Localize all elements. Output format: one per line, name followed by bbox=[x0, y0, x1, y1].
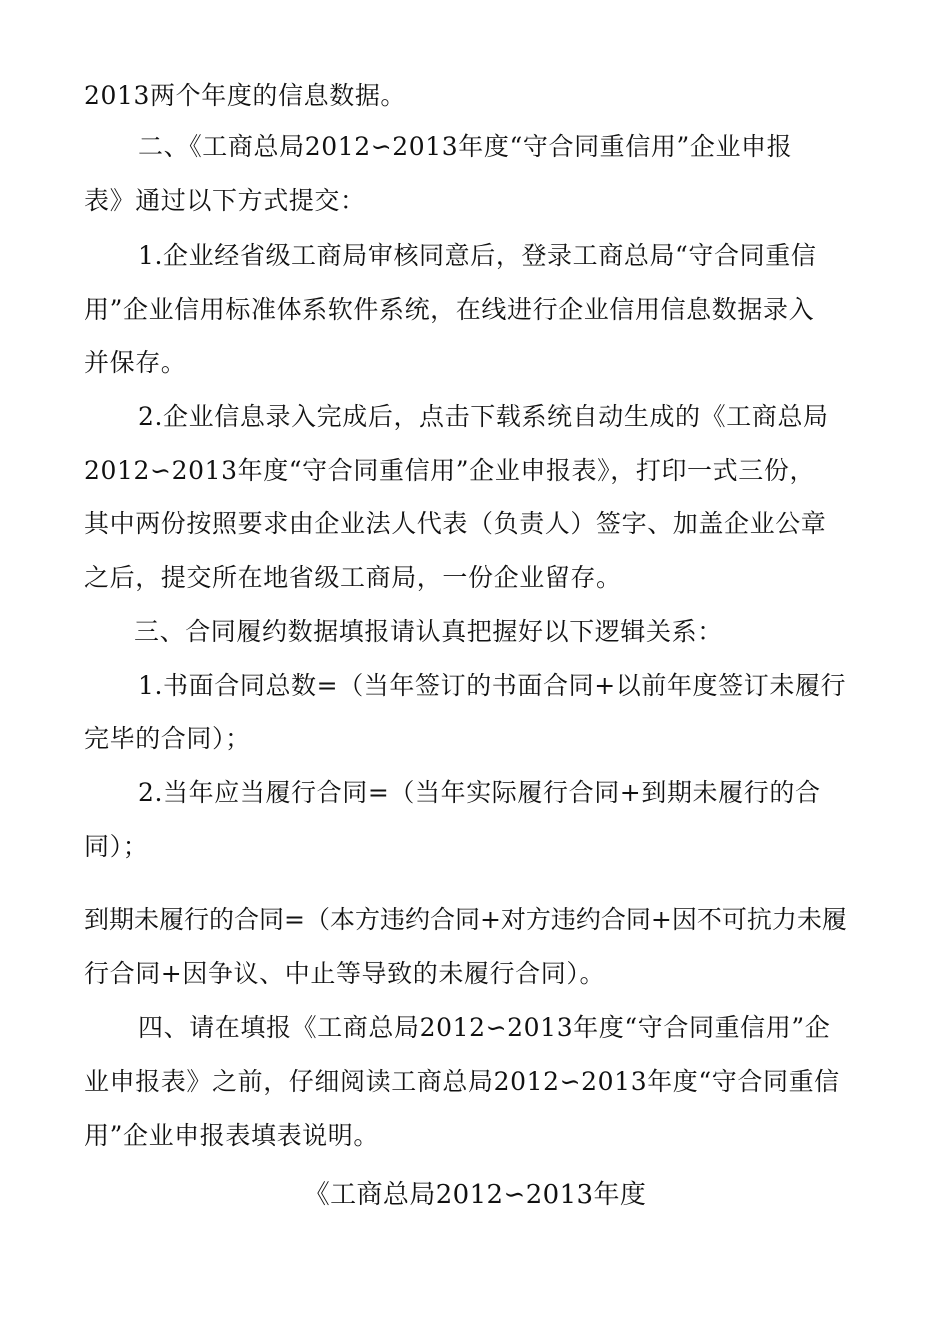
paragraph-line: 表》通过以下方式提交： bbox=[84, 186, 366, 215]
paragraph-line: 用”企业申报表填表说明。 bbox=[84, 1121, 379, 1150]
paragraph-line: 1.书面合同总数=（当年签订的书面合同+以前年度签订未履行 bbox=[138, 671, 847, 700]
paragraph-line: 2013两个年度的信息数据。 bbox=[84, 81, 407, 110]
paragraph-line: 业申报表》之前，仔细阅读工商总局2012∽2013年度“守合同重信 bbox=[84, 1067, 840, 1096]
paragraph-line: 四、请在填报《工商总局2012∽2013年度“守合同重信用”企 bbox=[138, 1013, 831, 1042]
paragraph-line: 完毕的合同）； bbox=[84, 724, 251, 753]
paragraph-line: 并保存。 bbox=[84, 348, 187, 377]
paragraph-line: 2.企业信息录入完成后，点击下载系统自动生成的《工商总局 bbox=[138, 402, 829, 431]
paragraph-line: 2.当年应当履行合同=（当年实际履行合同+到期未履行的合 bbox=[138, 778, 821, 807]
paragraph-line: 1.企业经省级工商局审核同意后，登录工商总局“守合同重信 bbox=[138, 241, 817, 270]
paragraph-line: 同）； bbox=[84, 832, 149, 861]
paragraph-line: 三、合同履约数据填报请认真把握好以下逻辑关系： bbox=[134, 617, 723, 646]
paragraph-line: 2012∽2013年度“守合同重信用”企业申报表》，打印一式三份， bbox=[84, 456, 816, 485]
paragraph-line: 二、《工商总局2012∽2013年度“守合同重信用”企业申报 bbox=[138, 132, 793, 161]
paragraph-line: 其中两份按照要求由企业法人代表（负责人）签字、加盖企业公章 bbox=[84, 509, 827, 538]
paragraph-line: 之后，提交所在地省级工商局，一份企业留存。 bbox=[84, 563, 622, 592]
paragraph-line: 行合同+因争议、中止等导致的未履行合同）。 bbox=[84, 959, 606, 988]
paragraph-line: 到期未履行的合同=（本方违约合同+对方违约合同+因不可抗力未履 bbox=[84, 905, 847, 934]
paragraph-line: 用”企业信用标准体系软件系统，在线进行企业信用信息数据录入 bbox=[84, 295, 815, 324]
section-title: 《工商总局2012∽2013年度 bbox=[303, 1180, 647, 1210]
